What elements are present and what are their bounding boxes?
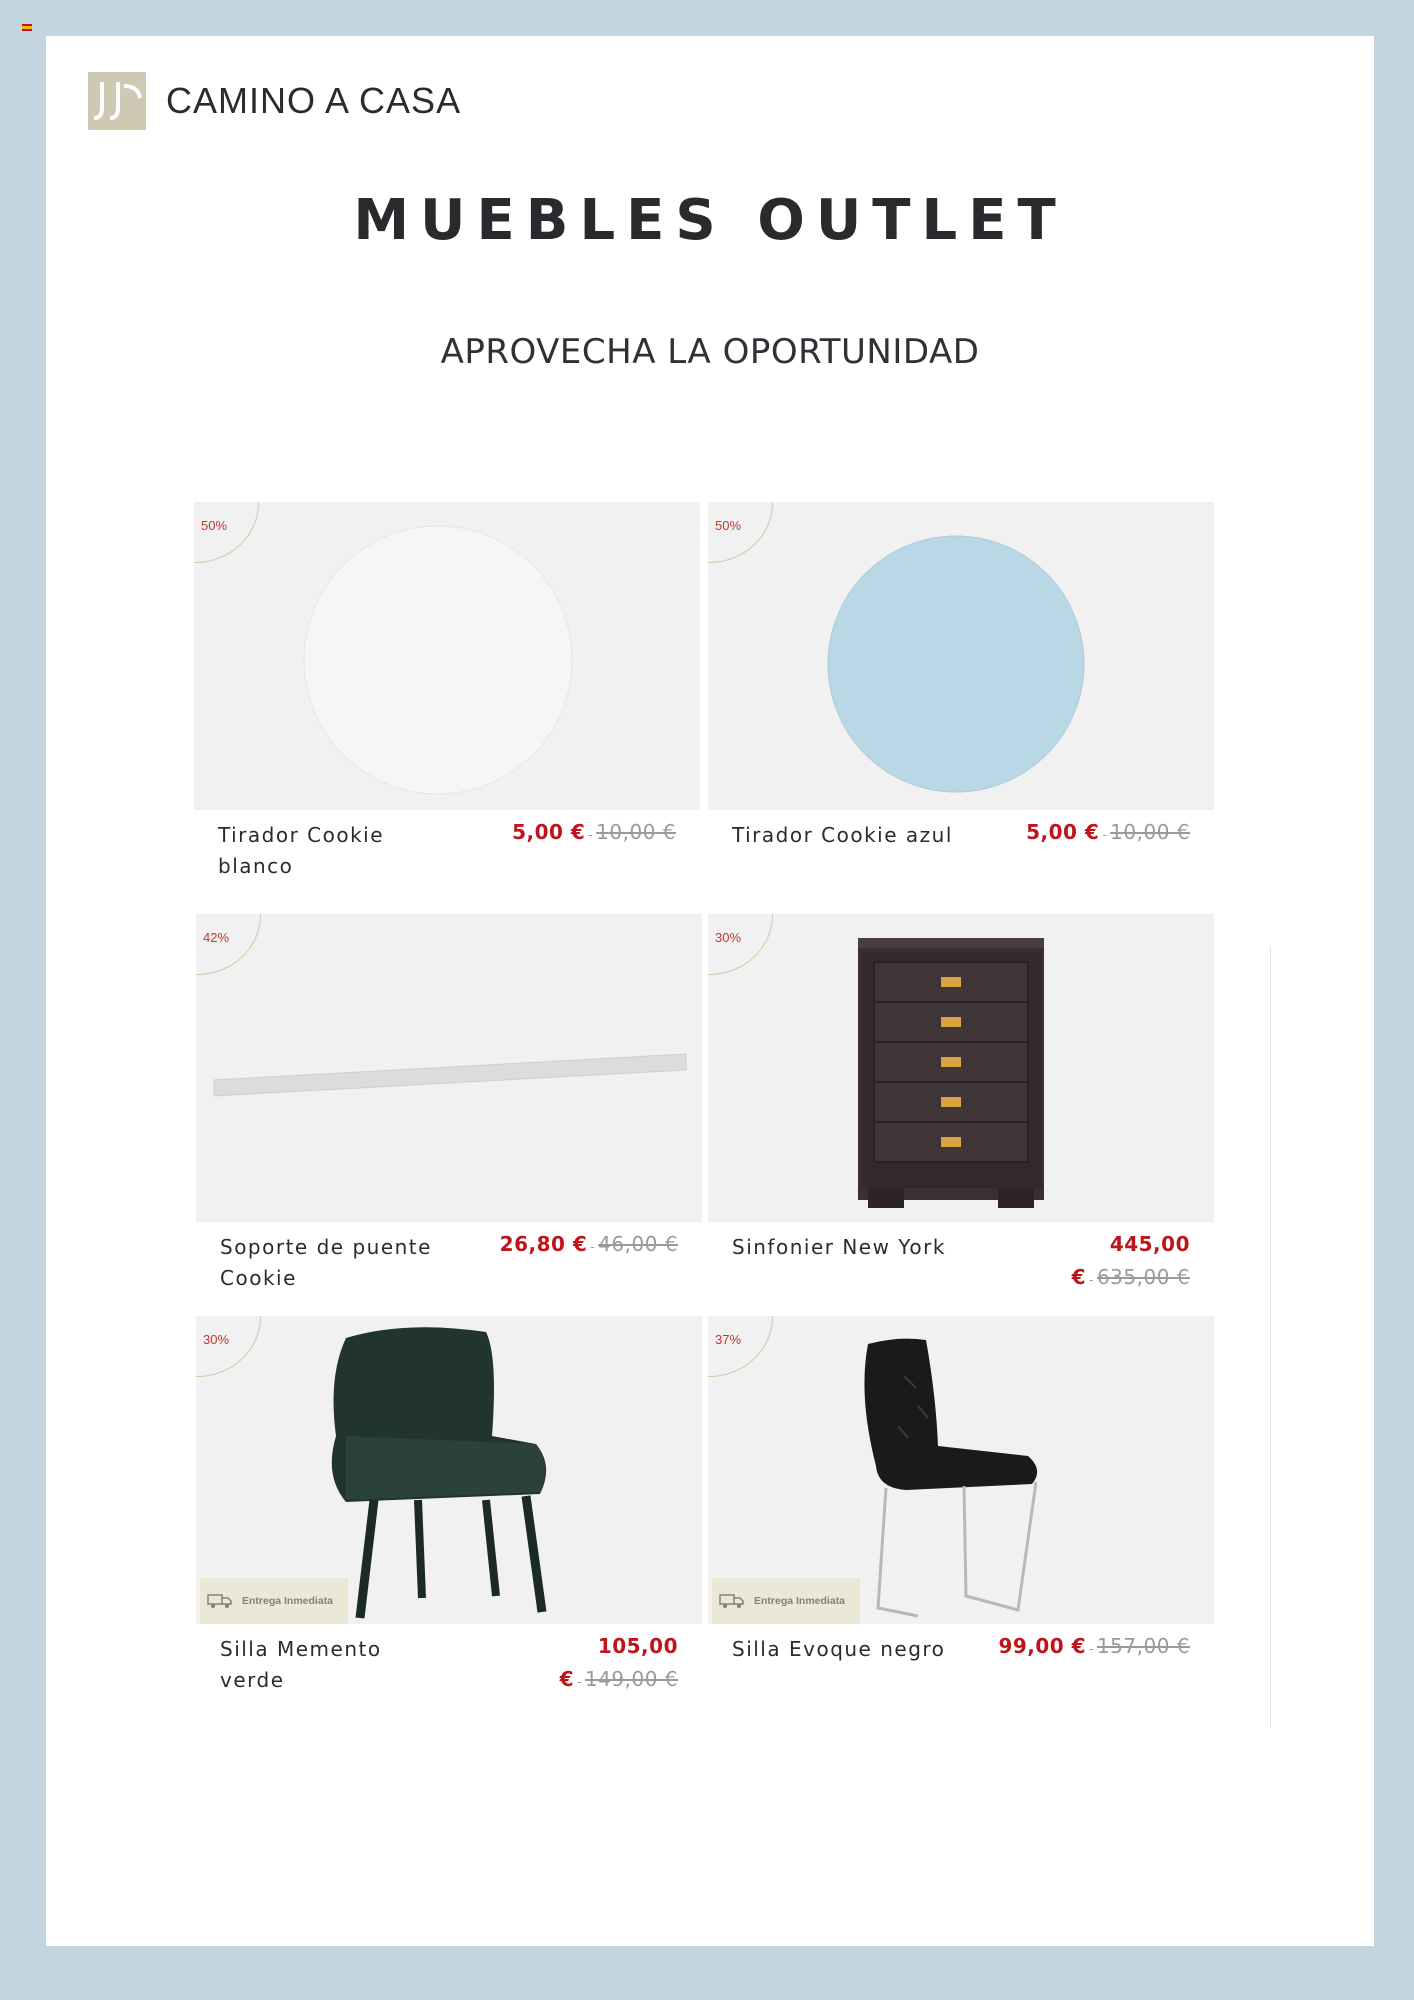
product-image[interactable]	[708, 502, 1214, 810]
delivery-tag	[200, 1578, 348, 1624]
bridge-support-image	[196, 914, 702, 1222]
product-image[interactable]	[196, 914, 702, 1222]
page-subtitle: APROVECHA LA OPORTUNIDAD	[440, 332, 980, 372]
truck-icon	[718, 1592, 746, 1610]
product-price	[998, 1630, 1190, 1666]
product-name[interactable]: Tirador Cookie blanco	[218, 823, 385, 878]
sale-price: 5,00 €	[1026, 820, 1100, 844]
page-title: MUEBLES OUTLET	[353, 188, 1067, 253]
price-separator: -	[1089, 1642, 1094, 1656]
product-name[interactable]: Tirador Cookie azul	[732, 823, 953, 847]
original-price: 157,00 €	[1096, 1634, 1190, 1658]
discount-label: 30%	[203, 1332, 230, 1347]
price-separator: -	[590, 1240, 596, 1254]
original-price: 635,00 €	[1096, 1265, 1190, 1289]
product-price	[500, 1228, 678, 1264]
original-price: 10,00 €	[1110, 820, 1190, 844]
product-image[interactable]	[708, 914, 1214, 1222]
discount-label: 42%	[203, 930, 230, 945]
price-separator: -	[1089, 1273, 1094, 1287]
product-price	[518, 1630, 678, 1699]
delivery-label: Entrega Inmediata	[242, 1595, 334, 1607]
product-card[interactable]	[708, 502, 1214, 890]
discount-label: 30%	[715, 930, 742, 945]
sale-price: 26,80 €	[499, 1232, 588, 1256]
price-separator: -	[1102, 828, 1108, 842]
product-price	[1030, 1228, 1190, 1297]
product-card[interactable]	[196, 914, 702, 1302]
product-image[interactable]	[196, 1316, 702, 1624]
sale-price: 445,00 €	[1071, 1232, 1190, 1289]
brand-mark-icon	[88, 72, 146, 130]
sale-price: 5,00 €	[512, 820, 586, 844]
product-price	[1026, 816, 1190, 852]
sale-price: 105,00 €	[559, 1634, 678, 1691]
price-separator: -	[577, 1675, 582, 1689]
divider	[1270, 946, 1271, 1728]
product-card[interactable]	[196, 1316, 702, 1704]
price-separator: -	[588, 828, 594, 842]
discount-label: 37%	[715, 1332, 742, 1347]
chest-of-drawers-image	[708, 914, 1214, 1222]
original-price: 10,00 €	[596, 820, 676, 844]
product-name[interactable]: Soporte de puente Cookie	[220, 1235, 432, 1290]
delivery-tag	[712, 1578, 860, 1624]
product-name[interactable]: Silla Memento verde	[220, 1637, 382, 1692]
discount-label: 50%	[715, 518, 742, 533]
product-name[interactable]: Silla Evoque negro	[732, 1637, 946, 1661]
product-card[interactable]	[708, 1316, 1214, 1704]
product-card[interactable]	[194, 502, 700, 890]
blue-knob-image	[708, 502, 1214, 810]
delivery-label: Entrega Inmediata	[754, 1595, 846, 1607]
spain-flag-icon	[22, 24, 32, 31]
newsletter-sheet	[46, 36, 1374, 1946]
original-price: 46,00 €	[598, 1232, 678, 1256]
product-name[interactable]: Sinfonier New York	[732, 1235, 946, 1259]
product-image[interactable]	[194, 502, 700, 810]
product-image[interactable]	[708, 1316, 1214, 1624]
brand-logo[interactable]	[88, 72, 461, 130]
original-price: 149,00 €	[584, 1667, 678, 1691]
brand-name: CAMINO A CASA	[166, 80, 462, 121]
white-knob-image	[194, 502, 700, 810]
discount-label: 50%	[201, 518, 228, 533]
sale-price: 99,00 €	[998, 1634, 1087, 1658]
product-price	[512, 816, 676, 852]
truck-icon	[206, 1592, 234, 1610]
product-card[interactable]	[708, 914, 1214, 1302]
